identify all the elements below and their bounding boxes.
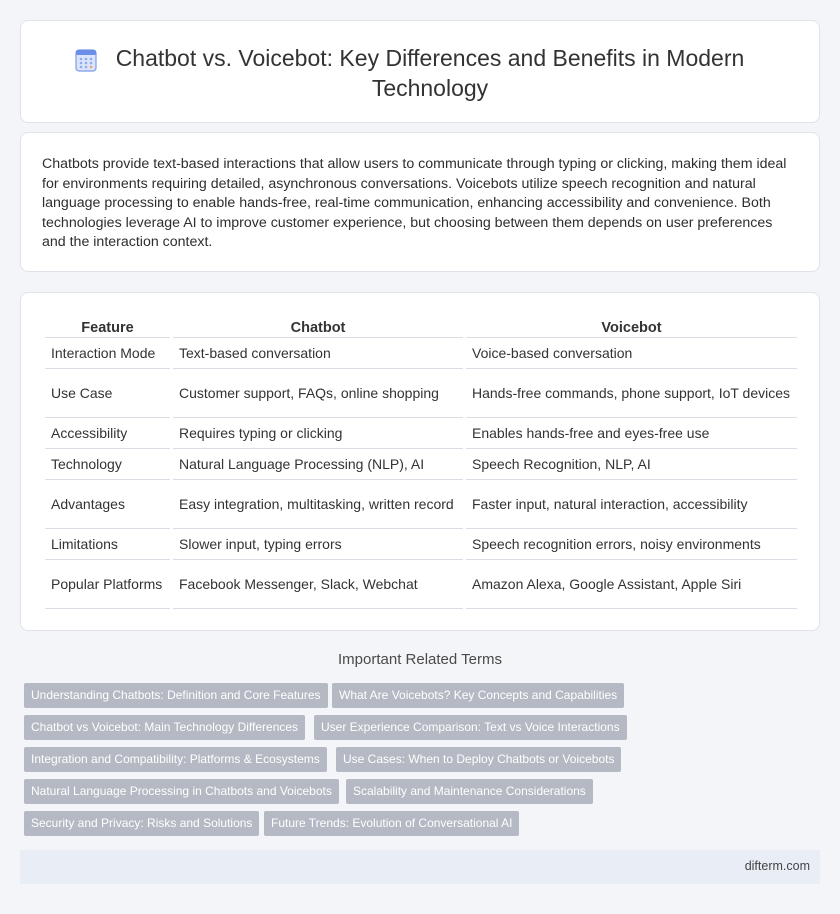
related-tag[interactable]: Understanding Chatbots: Definition and Core Features [24,683,328,708]
table-cell: Faster input, natural interaction, accessibility [466,480,797,529]
related-tag[interactable]: Natural Language Processing in Chatbots and Voicebots [24,779,339,804]
table-cell: Requires typing or clicking [173,418,463,449]
table-cell: Speech recognition errors, noisy environments [466,529,797,560]
table-row [45,529,797,560]
comparison-table [42,313,800,609]
intro-paragraph: Chatbots provide text-based interactions that allow users to communicate through typing or clicking, making them ideal for environments requiring detailed, asynchronous conversations. Voicebots utilize speech recognition and natural language processing to enable hands-free, real-time communication, enhancing accessibility and convenience. Both technologies leverage AI to improve customer experience, but choosing between them depends on user preferences and the interaction context. [42,156,787,251]
table-cell: Advantages [45,480,170,529]
table-cell: Popular Platforms [45,560,170,609]
footer-bar [20,850,820,884]
related-tag[interactable]: Scalability and Maintenance Considerations [346,779,593,804]
table-header-row [45,313,797,338]
header-feature: Feature [45,313,170,338]
table-cell: Hands-free commands, phone support, IoT devices [466,369,797,418]
page-title: Chatbot vs. Voicebot: Key Differences and Benefits in Modern Technology [115,45,745,101]
table-cell: Amazon Alexa, Google Assistant, Apple Siri [466,560,797,609]
table-cell: Facebook Messenger, Slack, Webchat [173,560,463,609]
table-cell: Easy integration, multitasking, written record [173,480,463,529]
related-tag[interactable]: Chatbot vs Voicebot: Main Technology Differences [24,715,305,740]
table-cell: Interaction Mode [45,338,170,369]
table-row [45,338,797,369]
related-terms-title: Important Related Terms [338,651,502,668]
related-tag[interactable]: Integration and Compatibility: Platforms & Ecosystems [24,747,327,772]
table-row [45,418,797,449]
comparison-table-card [20,292,820,631]
header-chatbot: Chatbot [173,313,463,338]
footer-site-link[interactable]: difterm.com [744,859,810,873]
related-tag[interactable]: Use Cases: When to Deploy Chatbots or Voicebots [336,747,621,772]
header-card [20,20,820,123]
table-cell: Text-based conversation [173,338,463,369]
table-cell: Slower input, typing errors [173,529,463,560]
table-cell: Customer support, FAQs, online shopping [173,369,463,418]
related-tag[interactable]: Future Trends: Evolution of Conversational AI [264,811,519,836]
table-row [45,449,797,480]
header-voicebot: Voicebot [466,313,797,338]
table-cell: Enables hands-free and eyes-free use [466,418,797,449]
table-cell: Voice-based conversation [466,338,797,369]
table-cell: Limitations [45,529,170,560]
table-row [45,480,797,529]
table-cell: Natural Language Processing (NLP), AI [173,449,463,480]
table-cell: Technology [45,449,170,480]
table-cell: Accessibility [45,418,170,449]
related-tag[interactable]: User Experience Comparison: Text vs Voice Interactions [314,715,627,740]
related-tag[interactable]: Security and Privacy: Risks and Solutions [24,811,259,836]
table-cell: Speech Recognition, NLP, AI [466,449,797,480]
table-row [45,560,797,609]
related-tag[interactable]: What Are Voicebots? Key Concepts and Capabilities [332,683,624,708]
table-cell: Use Case [45,369,170,418]
intro-card [20,132,820,272]
table-row [45,369,797,418]
